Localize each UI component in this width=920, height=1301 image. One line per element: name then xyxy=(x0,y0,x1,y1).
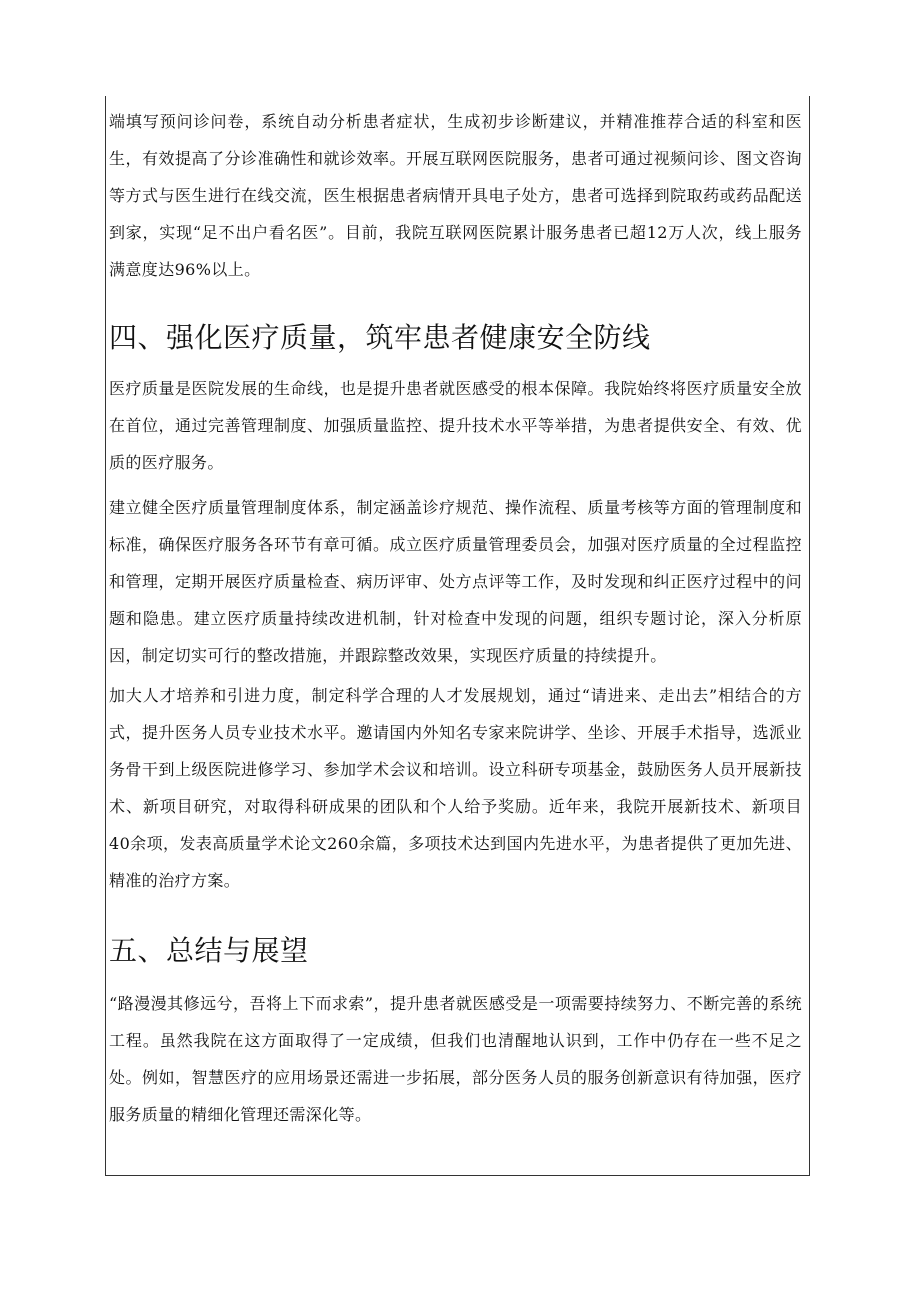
section-heading-summary: 五、总结与展望 xyxy=(109,934,309,967)
paragraph-quality-overview: 医疗质量是医院发展的生命线，也是提升患者就医感受的根本保障。我院始终将医疗质量安全放在首位，通过完善管理制度、加强质量监控、提升技术水平等举措，为患者提供安全、有效、优质的医疗服务。 xyxy=(109,379,802,472)
paragraph-intro: 端填写预问诊问卷，系统自动分析患者症状，生成初步诊断建议，并精准推荐合适的科室和医生，有效提高了分诊准确性和就诊效率。开展互联网医院服务，患者可通过视频问诊、图文咨询等方式与医生进行在线交流，医生根据患者病情开具电子处方，患者可选择到院取药或药品配送到家，实现“足不出户看名医”。目前，我院互联网医院累计服务患者已超12万人次，线上服务满意度达96%以上。 xyxy=(109,112,802,279)
paragraph-summary: “路漫漫其修远兮，吾将上下而求索”，提升患者就医感受是一项需要持续努力、不断完善的系统工程。虽然我院在这方面取得了一定成绩，但我们也清醒地认识到，工作中仍存在一些不足之处。例如，智慧医疗的应用场景还需进一步拓展，部分医务人员的服务创新意识有待加强，医疗服务质量的精细化管理还需深化等。 xyxy=(109,994,802,1124)
section-heading-quality: 四、强化医疗质量，筑牢患者健康安全防线 xyxy=(109,321,651,354)
page-frame xyxy=(105,96,810,1176)
paragraph-talent-training: 加大人才培养和引进力度，制定科学合理的人才发展规划，通过“请进来、走出去”相结合的方式，提升医务人员专业技术水平。邀请国内外知名专家来院讲学、坐诊、开展手术指导，选派业务骨干到上级医院进修学习、参加学术会议和培训。设立科研专项基金，鼓励医务人员开展新技术、新项目研究，对取得科研成果的团队和个人给予奖励。近年来，我院开展新技术、新项目40余项，发表高质量学术论文260余篇，多项技术达到国内先进水平，为患者提供了更加先进、精准的治疗方案。 xyxy=(109,686,802,890)
paragraph-quality-system: 建立健全医疗质量管理制度体系，制定涵盖诊疗规范、操作流程、质量考核等方面的管理制度和标准，确保医疗服务各环节有章可循。成立医疗质量管理委员会，加强对医疗质量的全过程监控和管理，定期开展医疗质量检查、病历评审、处方点评等工作，及时发现和纠正医疗过程中的问题和隐患。建立医疗质量持续改进机制，针对检查中发现的问题，组织专题讨论，深入分析原因，制定切实可行的整改措施，并跟踪整改效果，实现医疗质量的持续提升。 xyxy=(109,498,802,665)
document-body xyxy=(109,103,802,1133)
